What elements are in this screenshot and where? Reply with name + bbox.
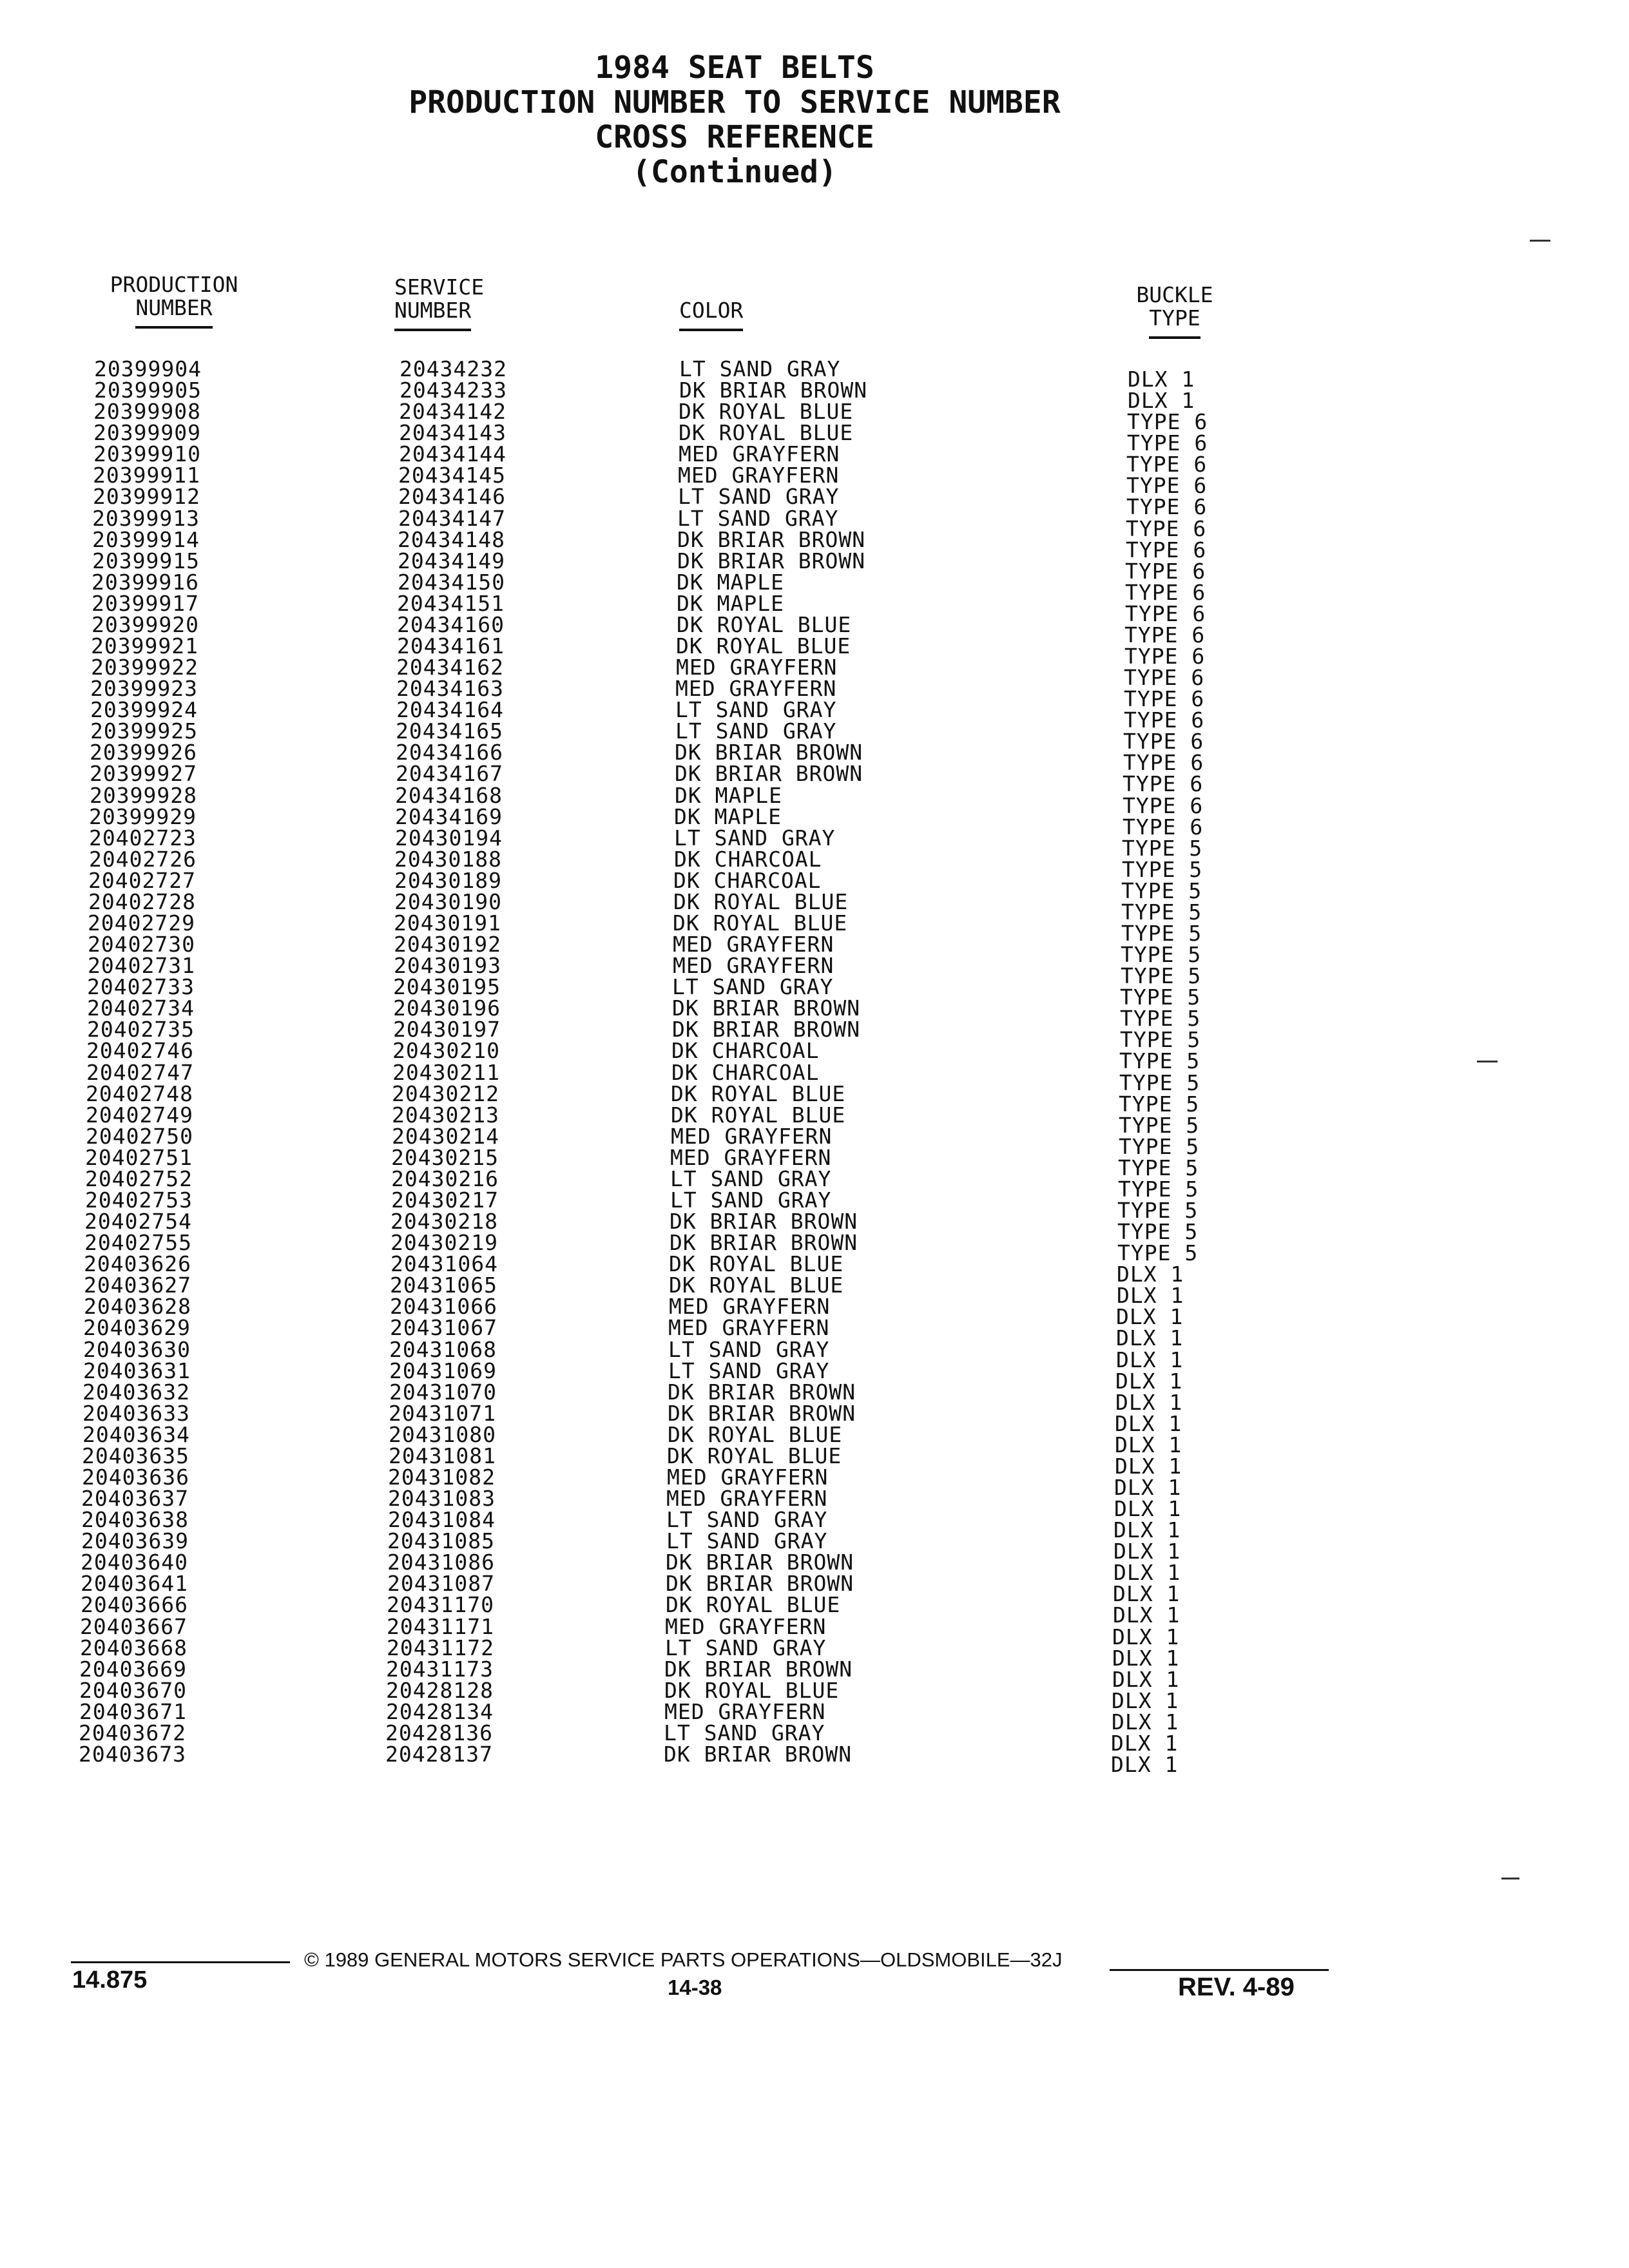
cell-buckle: DLX 1	[1116, 1304, 1184, 1329]
header-production-line2: NUMBER	[135, 296, 212, 329]
cell-production: 20403631	[83, 1358, 191, 1383]
cell-buckle: TYPE 6	[1125, 580, 1206, 605]
cell-service: 20434160	[397, 612, 505, 637]
title-line-1: 1984 SEAT BELTS	[595, 50, 874, 86]
cell-buckle: DLX 1	[1115, 1432, 1182, 1457]
cell-production: 20402727	[88, 868, 196, 893]
cell-color: DK BRIAR BROWN	[677, 527, 866, 552]
cell-production: 20399909	[93, 420, 201, 445]
cell-color: DK BRIAR BROWN	[668, 1401, 856, 1426]
cell-production: 20403666	[81, 1592, 188, 1617]
cell-service: 20434150	[398, 570, 505, 595]
cell-service: 20428128	[386, 1678, 494, 1703]
footer-section-number: 14.875	[72, 1966, 148, 1994]
cell-production: 20403641	[81, 1571, 188, 1596]
cell-production: 20402726	[89, 847, 197, 872]
cell-service: 20434163	[396, 676, 504, 701]
footer-rule-left	[71, 1961, 290, 1963]
cell-buckle: TYPE 6	[1123, 771, 1204, 796]
cell-service: 20431067	[390, 1315, 497, 1340]
cell-production: 20399921	[91, 633, 198, 658]
cell-color: MED GRAYFERN	[666, 1486, 828, 1511]
cell-buckle: TYPE 5	[1118, 1155, 1199, 1180]
cell-buckle: DLX 1	[1112, 1688, 1179, 1713]
cell-service: 20431080	[389, 1422, 496, 1447]
cell-buckle: TYPE 6	[1126, 494, 1208, 519]
cell-buckle: TYPE 5	[1120, 1027, 1201, 1052]
header-color-label: COLOR	[679, 299, 743, 331]
cell-service: 20431173	[386, 1657, 494, 1682]
cell-color: DK BRIAR BROWN	[675, 761, 863, 786]
cell-color: LT SAND GRAY	[664, 1720, 825, 1745]
cell-production: 20399926	[90, 740, 197, 765]
cell-service: 20430215	[391, 1145, 499, 1170]
cell-service: 20431083	[388, 1486, 496, 1511]
cell-service: 20434143	[399, 420, 506, 445]
cell-color: DK BRIAR BROWN	[670, 1230, 858, 1255]
cell-service: 20430189	[394, 868, 502, 893]
title-line-3: CROSS REFERENCE	[595, 119, 874, 155]
cell-production: 20399920	[92, 612, 199, 637]
cell-buckle: TYPE 6	[1126, 452, 1208, 477]
cell-buckle: TYPE 6	[1127, 430, 1208, 456]
cell-production: 20402750	[86, 1124, 193, 1149]
cell-production: 20399917	[92, 591, 199, 616]
cell-buckle: TYPE 6	[1126, 473, 1208, 498]
cell-service: 20430191	[394, 910, 501, 936]
cell-color: DK BRIAR BROWN	[664, 1657, 853, 1682]
cell-production: 20402734	[87, 995, 195, 1021]
cell-service: 20434161	[397, 633, 505, 658]
cell-service: 20431081	[389, 1443, 496, 1468]
cell-buckle: TYPE 5	[1121, 963, 1202, 988]
cell-color: DK ROYAL BLUE	[679, 420, 854, 445]
cell-buckle: TYPE 5	[1117, 1198, 1199, 1223]
cell-buckle: DLX 1	[1114, 1496, 1182, 1521]
cell-buckle: TYPE 6	[1123, 793, 1204, 818]
margin-mark	[1477, 1061, 1498, 1062]
cell-color: MED GRAYFERN	[675, 676, 837, 701]
cell-color: LT SAND GRAY	[674, 825, 836, 850]
cell-production: 20402751	[85, 1145, 193, 1170]
cell-color: DK ROYAL BLUE	[668, 1422, 843, 1447]
cell-color: LT SAND GRAY	[679, 356, 841, 381]
cell-production: 20403634	[82, 1422, 190, 1447]
cell-service: 20434142	[399, 399, 506, 424]
cell-service: 20430194	[395, 825, 503, 850]
margin-mark	[1501, 1878, 1519, 1879]
cell-production: 20402747	[86, 1060, 194, 1085]
cell-service: 20434164	[396, 697, 504, 722]
cell-service: 20434145	[398, 463, 506, 488]
cell-service: 20430188	[394, 847, 502, 872]
cell-color: DK BRIAR BROWN	[677, 548, 866, 573]
cell-color: DK ROYAL BLUE	[673, 889, 849, 914]
cell-color: MED GRAYFERN	[678, 463, 840, 488]
cell-buckle: TYPE 6	[1126, 537, 1207, 562]
cell-production: 20399915	[92, 548, 200, 573]
cell-service: 20430192	[394, 932, 501, 957]
cell-service: 20431086	[387, 1550, 495, 1575]
cell-service: 20428134	[386, 1699, 494, 1724]
cell-production: 20403626	[84, 1251, 191, 1276]
cell-production: 20402755	[84, 1230, 192, 1255]
header-production-line1: PRODUCTION	[110, 272, 238, 297]
cell-production: 20403627	[84, 1273, 191, 1298]
cell-production: 20399929	[89, 804, 197, 829]
cell-buckle: DLX 1	[1115, 1369, 1183, 1394]
cell-service: 20431064	[390, 1251, 498, 1276]
cell-color: DK ROYAL BLUE	[671, 1081, 846, 1106]
cell-production: 20399927	[90, 761, 197, 786]
cell-service: 20431084	[388, 1507, 496, 1532]
cell-production: 20403667	[80, 1614, 188, 1639]
cell-service: 20431066	[390, 1294, 497, 1319]
cell-color: MED GRAYFERN	[664, 1699, 826, 1724]
cell-production: 20403668	[80, 1635, 188, 1660]
title-line-2: PRODUCTION NUMBER TO SERVICE NUMBER	[409, 84, 1061, 120]
cell-buckle: DLX 1	[1112, 1709, 1179, 1735]
cell-production: 20399916	[92, 570, 199, 595]
cell-buckle: TYPE 5	[1122, 857, 1203, 882]
footer-revision: REV. 4-89	[1178, 1973, 1295, 2001]
title-line-4: (Continued)	[632, 154, 837, 190]
cell-color: DK ROYAL BLUE	[669, 1273, 844, 1298]
cell-service: 20434148	[398, 527, 505, 552]
cell-buckle: TYPE 5	[1121, 942, 1202, 967]
cell-buckle: TYPE 6	[1124, 665, 1205, 690]
cell-service: 20434146	[398, 484, 506, 509]
cell-service: 20431085	[387, 1528, 495, 1553]
cell-color: DK ROYAL BLUE	[679, 399, 854, 424]
cell-service: 20430216	[391, 1166, 499, 1191]
cell-production: 20402753	[85, 1187, 193, 1213]
cell-production: 20399925	[90, 718, 198, 744]
cell-color: MED GRAYFERN	[667, 1465, 829, 1490]
cell-color: DK BRIAR BROWN	[679, 378, 868, 403]
cell-service: 20434147	[398, 506, 506, 531]
cell-buckle: TYPE 5	[1121, 878, 1202, 903]
cell-production: 20402728	[88, 889, 196, 914]
cell-service: 20434232	[400, 356, 507, 381]
margin-mark	[1530, 240, 1550, 242]
cell-production: 20403640	[81, 1550, 188, 1575]
cell-service: 20430197	[393, 1017, 501, 1042]
cell-buckle: TYPE 6	[1125, 559, 1206, 584]
cell-color: LT SAND GRAY	[668, 1337, 830, 1362]
cell-buckle: DLX 1	[1112, 1624, 1180, 1649]
cell-production: 20399913	[92, 506, 200, 531]
cell-buckle: TYPE 5	[1119, 1048, 1200, 1073]
cell-color: DK ROYAL BLUE	[676, 633, 851, 658]
cell-color: DK BRIAR BROWN	[666, 1571, 854, 1596]
cell-production: 20402730	[88, 932, 195, 957]
cell-color: DK CHARCOAL	[674, 847, 822, 872]
cell-buckle: DLX 1	[1113, 1560, 1181, 1585]
cell-production: 20399922	[91, 655, 198, 680]
cell-buckle: DLX 1	[1117, 1262, 1184, 1287]
cell-service: 20434167	[396, 761, 503, 786]
cell-color: DK ROYAL BLUE	[667, 1443, 842, 1468]
cell-production: 20399908	[93, 399, 201, 424]
cell-service: 20430212	[392, 1081, 499, 1106]
cell-color: MED GRAYFERN	[670, 1145, 832, 1170]
cell-color: MED GRAYFERN	[673, 932, 834, 957]
cell-buckle: DLX 1	[1128, 367, 1195, 392]
cell-service: 20430196	[393, 995, 501, 1021]
cell-production: 20403669	[79, 1657, 187, 1682]
cell-service: 20430219	[390, 1230, 498, 1255]
cell-production: 20403672	[79, 1720, 186, 1745]
cell-color: DK CHARCOAL	[673, 868, 822, 893]
cell-color: LT SAND GRAY	[677, 506, 839, 531]
cell-buckle: TYPE 5	[1119, 1134, 1200, 1159]
cell-color: DK BRIAR BROWN	[675, 740, 863, 765]
cell-color: MED GRAYFERN	[665, 1614, 827, 1639]
cell-production: 20403632	[82, 1379, 190, 1405]
cell-buckle: TYPE 6	[1123, 750, 1204, 775]
cell-service: 20428136	[385, 1720, 493, 1745]
cell-service: 20430214	[392, 1124, 499, 1149]
cell-service: 20430193	[394, 953, 501, 978]
cell-production: 20403637	[81, 1486, 189, 1511]
cell-color: MED GRAYFERN	[673, 953, 834, 978]
cell-buckle: DLX 1	[1114, 1475, 1182, 1500]
cell-buckle: TYPE 6	[1124, 644, 1206, 669]
cell-production: 20402729	[88, 910, 195, 936]
cell-buckle: DLX 1	[1113, 1581, 1181, 1606]
cell-color: LT SAND GRAY	[678, 484, 840, 509]
cell-production: 20399904	[94, 356, 202, 381]
cell-service: 20434233	[400, 378, 507, 403]
cell-color: MED GRAYFERN	[671, 1124, 833, 1149]
cell-service: 20434151	[397, 591, 505, 616]
cell-color: LT SAND GRAY	[665, 1635, 827, 1660]
cell-buckle: DLX 1	[1112, 1646, 1180, 1671]
cell-service: 20428137	[385, 1742, 493, 1767]
cell-buckle: DLX 1	[1116, 1347, 1184, 1372]
cell-color: DK BRIAR BROWN	[672, 995, 861, 1021]
header-buckle-line2: TYPE	[1149, 307, 1200, 339]
cell-color: DK MAPLE	[677, 570, 784, 595]
cell-production: 20402746	[86, 1038, 194, 1063]
cell-buckle: DLX 1	[1113, 1602, 1181, 1628]
cell-service: 20430190	[394, 889, 502, 914]
cell-service: 20430217	[391, 1187, 499, 1213]
cell-service: 20431082	[388, 1465, 496, 1490]
cell-production: 20402754	[84, 1209, 192, 1234]
cell-production: 20403671	[79, 1699, 187, 1724]
cell-production: 20402748	[86, 1081, 193, 1106]
cell-color: MED GRAYFERN	[669, 1294, 831, 1319]
cell-service: 20434162	[396, 655, 504, 680]
cell-production: 20403629	[83, 1315, 191, 1340]
cell-service: 20431170	[387, 1592, 494, 1617]
cell-service: 20431068	[389, 1337, 497, 1362]
cell-service: 20434166	[396, 740, 503, 765]
cell-color: DK MAPLE	[677, 591, 784, 616]
cell-production: 20399905	[94, 378, 202, 403]
cell-service: 20430211	[392, 1060, 500, 1085]
cell-buckle: TYPE 5	[1121, 899, 1202, 925]
cell-production: 20403633	[82, 1401, 190, 1426]
cell-buckle: TYPE 5	[1121, 921, 1202, 946]
cell-production: 20399928	[90, 783, 197, 808]
cell-color: DK CHARCOAL	[671, 1038, 820, 1063]
cell-color: LT SAND GRAY	[670, 1166, 832, 1191]
cell-buckle: TYPE 5	[1119, 1113, 1200, 1138]
cell-service: 20434168	[395, 783, 503, 808]
cell-buckle: DLX 1	[1111, 1752, 1179, 1777]
cell-color: MED GRAYFERN	[676, 655, 838, 680]
cell-color: DK BRIAR BROWN	[668, 1379, 856, 1405]
cell-production: 20403635	[82, 1443, 189, 1468]
cell-buckle: TYPE 5	[1119, 1070, 1200, 1095]
cell-buckle: DLX 1	[1128, 388, 1195, 413]
cell-buckle: TYPE 6	[1125, 601, 1206, 626]
cell-production: 20402723	[89, 825, 197, 850]
cell-color: DK ROYAL BLUE	[671, 1102, 846, 1128]
cell-service: 20430213	[392, 1102, 499, 1128]
cell-buckle: TYPE 5	[1117, 1240, 1199, 1265]
cell-buckle: DLX 1	[1115, 1411, 1182, 1436]
cell-service: 20431171	[387, 1614, 494, 1639]
cell-buckle: DLX 1	[1111, 1731, 1179, 1756]
cell-service: 20430195	[393, 974, 501, 999]
cell-buckle: TYPE 6	[1124, 686, 1205, 711]
cell-production: 20403670	[79, 1678, 187, 1703]
cell-color: LT SAND GRAY	[670, 1187, 832, 1213]
cell-buckle: DLX 1	[1112, 1667, 1180, 1692]
cell-color: MED GRAYFERN	[668, 1315, 830, 1340]
cell-buckle: TYPE 6	[1123, 814, 1204, 840]
cell-buckle: TYPE 6	[1123, 729, 1204, 754]
cell-buckle: DLX 1	[1113, 1517, 1181, 1542]
cell-service: 20434165	[396, 718, 503, 744]
cell-production: 20402752	[85, 1166, 193, 1191]
header-buckle-line1: BUCKLE	[1136, 282, 1213, 307]
footer-copyright: © 1989 GENERAL MOTORS SERVICE PARTS OPERATIONS—OLDSMOBILE—32J	[304, 1948, 1063, 1971]
cell-buckle: DLX 1	[1116, 1325, 1184, 1350]
cell-color: DK ROYAL BLUE	[664, 1678, 840, 1703]
cell-service: 20430218	[390, 1209, 498, 1234]
cell-production: 20403628	[84, 1294, 191, 1319]
cell-buckle: DLX 1	[1117, 1283, 1184, 1308]
cell-service: 20434144	[399, 441, 506, 466]
cell-color: DK BRIAR BROWN	[666, 1550, 854, 1575]
cell-buckle: TYPE 6	[1126, 516, 1207, 541]
cell-color: LT SAND GRAY	[668, 1358, 830, 1383]
cell-production: 20403639	[81, 1528, 189, 1553]
cell-production: 20403673	[79, 1742, 186, 1767]
cell-color: DK BRIAR BROWN	[664, 1742, 853, 1767]
cell-buckle: TYPE 5	[1122, 836, 1203, 861]
header-service-line2: NUMBER	[394, 299, 471, 331]
cell-production: 20402733	[87, 974, 195, 999]
footer-page-number: 14-38	[668, 1975, 722, 1999]
cell-buckle: TYPE 5	[1120, 1006, 1201, 1031]
cell-color: DK ROYAL BLUE	[677, 612, 852, 637]
cell-color: DK BRIAR BROWN	[672, 1017, 861, 1042]
cell-color: DK MAPLE	[675, 783, 782, 808]
cell-color: MED GRAYFERN	[679, 441, 840, 466]
cell-service: 20431065	[390, 1273, 497, 1298]
cell-production: 20399923	[90, 676, 198, 701]
cell-buckle: DLX 1	[1115, 1390, 1183, 1415]
cell-color: DK CHARCOAL	[671, 1060, 820, 1085]
cell-production: 20399914	[92, 527, 200, 552]
cell-production: 20402731	[88, 953, 195, 978]
cell-buckle: TYPE 5	[1117, 1219, 1199, 1244]
cell-service: 20431071	[389, 1401, 496, 1426]
cell-color: DK ROYAL BLUE	[666, 1592, 841, 1617]
cell-production: 20399910	[93, 441, 201, 466]
cell-service: 20431069	[389, 1358, 497, 1383]
cell-buckle: TYPE 5	[1120, 985, 1201, 1010]
cell-color: LT SAND GRAY	[675, 718, 837, 744]
cell-service: 20430210	[392, 1038, 500, 1063]
cell-buckle: DLX 1	[1113, 1539, 1181, 1564]
cell-buckle: DLX 1	[1115, 1454, 1182, 1479]
cell-buckle: TYPE 6	[1127, 409, 1208, 434]
cell-production: 20399911	[93, 463, 200, 488]
cell-production: 20399912	[93, 484, 200, 509]
cell-buckle: TYPE 5	[1119, 1091, 1200, 1117]
cell-service: 20431172	[387, 1635, 494, 1660]
cell-color: LT SAND GRAY	[675, 697, 837, 722]
cell-production: 20402749	[86, 1102, 193, 1128]
cell-color: DK ROYAL BLUE	[673, 910, 848, 936]
cell-buckle: TYPE 6	[1124, 707, 1205, 733]
cell-buckle: TYPE 5	[1118, 1177, 1199, 1202]
cell-color: LT SAND GRAY	[666, 1528, 828, 1553]
cell-production: 20403630	[83, 1337, 191, 1362]
cell-buckle: TYPE 6	[1124, 622, 1206, 648]
cell-service: 20431070	[389, 1379, 497, 1405]
cell-production: 20403638	[81, 1507, 189, 1532]
cell-color: DK BRIAR BROWN	[670, 1209, 858, 1234]
cell-production: 20399924	[90, 697, 198, 722]
cell-service: 20434149	[398, 548, 505, 573]
footer-rule-right	[1110, 1969, 1329, 1971]
cell-color: DK MAPLE	[674, 804, 782, 829]
cell-color: LT SAND GRAY	[672, 974, 834, 999]
cell-color: LT SAND GRAY	[666, 1507, 828, 1532]
cell-service: 20434169	[395, 804, 503, 829]
header-service-line1: SERVICE	[394, 274, 485, 300]
cell-production: 20403636	[82, 1465, 189, 1490]
cell-service: 20431087	[387, 1571, 495, 1596]
cell-color: DK ROYAL BLUE	[669, 1251, 844, 1276]
cell-production: 20402735	[87, 1017, 195, 1042]
